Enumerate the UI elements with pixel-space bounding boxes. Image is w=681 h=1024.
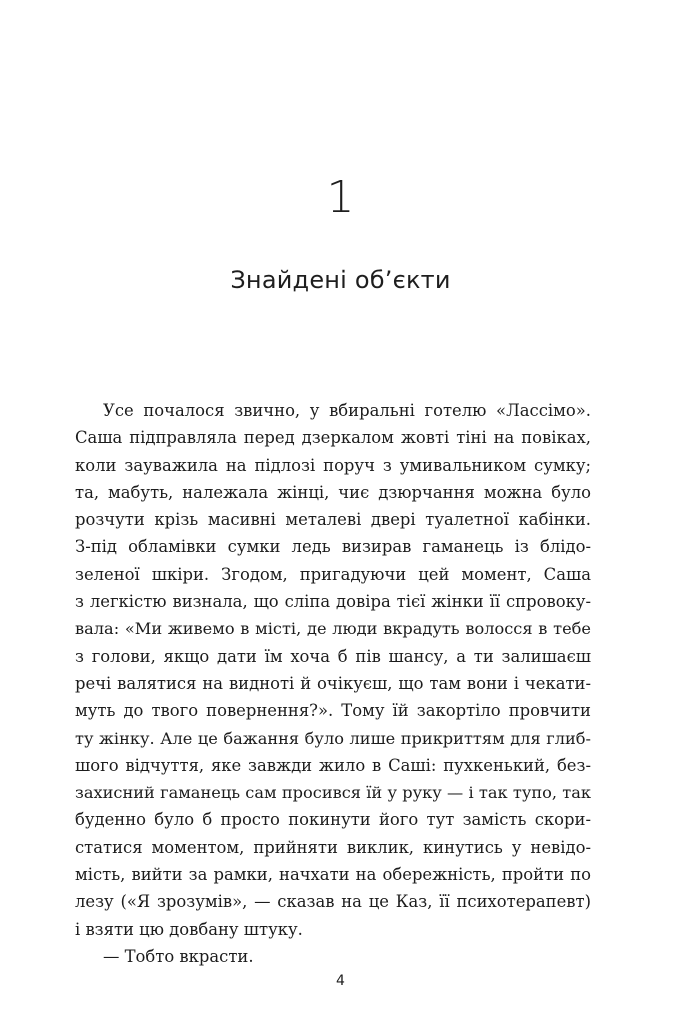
text-line: статися моментом, прийняти виклик, кинутись у невідо- xyxy=(75,837,591,857)
text-line: ту жінку. Але це бажання було лише прикриттям для глиб- xyxy=(75,728,591,748)
text-line: муть до твого повернення?». Тому їй закортіло провчити xyxy=(75,701,591,721)
text-line: шого відчуття, яке завжди жило в Саші: пухкенький, без- xyxy=(75,755,591,775)
text-line: з легкістю визнала, що сліпа довіра тієї жінки її спровоку- xyxy=(75,592,591,612)
chapter-title: Знайдені об’єкти xyxy=(230,266,451,294)
text-line: та, мабуть, належала жінці, чиє дзюрчання можна було xyxy=(75,482,591,502)
dialogue-line: — Тобто вкрасти. xyxy=(103,946,254,966)
text-line: мість, вийти за рамки, начхати на обережність, пройти по xyxy=(75,865,591,885)
text-line: з голови, якщо дати їм хоча б пів шансу, а ти залишаєш xyxy=(75,646,591,666)
text-line: лезу («Я зрозумів», — сказав на це Каз, її психотерапевт) xyxy=(75,892,591,912)
text-line: зеленої шкіри. Згодом, пригадуючи цей момент, Саша xyxy=(75,564,591,584)
text-line: захисний гаманець сам просився їй у руку — і так тупо, так xyxy=(75,783,591,803)
text-line: і взяти цю довбану штуку. xyxy=(75,919,303,939)
chapter-number: 1 xyxy=(326,172,355,223)
text-line: Саша підправляла перед дзеркалом жовті тіні на повіках, xyxy=(75,428,591,448)
text-line: З-під обламівки сумки ледь визирав гаманець із блідо- xyxy=(75,537,591,557)
text-line: речі валятися на видноті й очікуєш, що там вони і чекати- xyxy=(75,673,591,693)
text-line: Усе почалося звично, у вбиральні готелю «Лассімо». xyxy=(103,401,591,420)
text-line: розчути крізь масивні металеві двері туалетної кабінки. xyxy=(75,510,591,530)
text-line: вала: «Ми живемо в місті, де люди вкрадуть волосся в тебе xyxy=(75,619,591,639)
body-text xyxy=(75,397,591,970)
text-line: коли зауважила на підлозі поруч з умивальником сумку; xyxy=(75,455,591,475)
text-line: буденно було б просто покинути його тут замість скори- xyxy=(75,810,591,830)
page-number: 4 xyxy=(336,973,345,989)
